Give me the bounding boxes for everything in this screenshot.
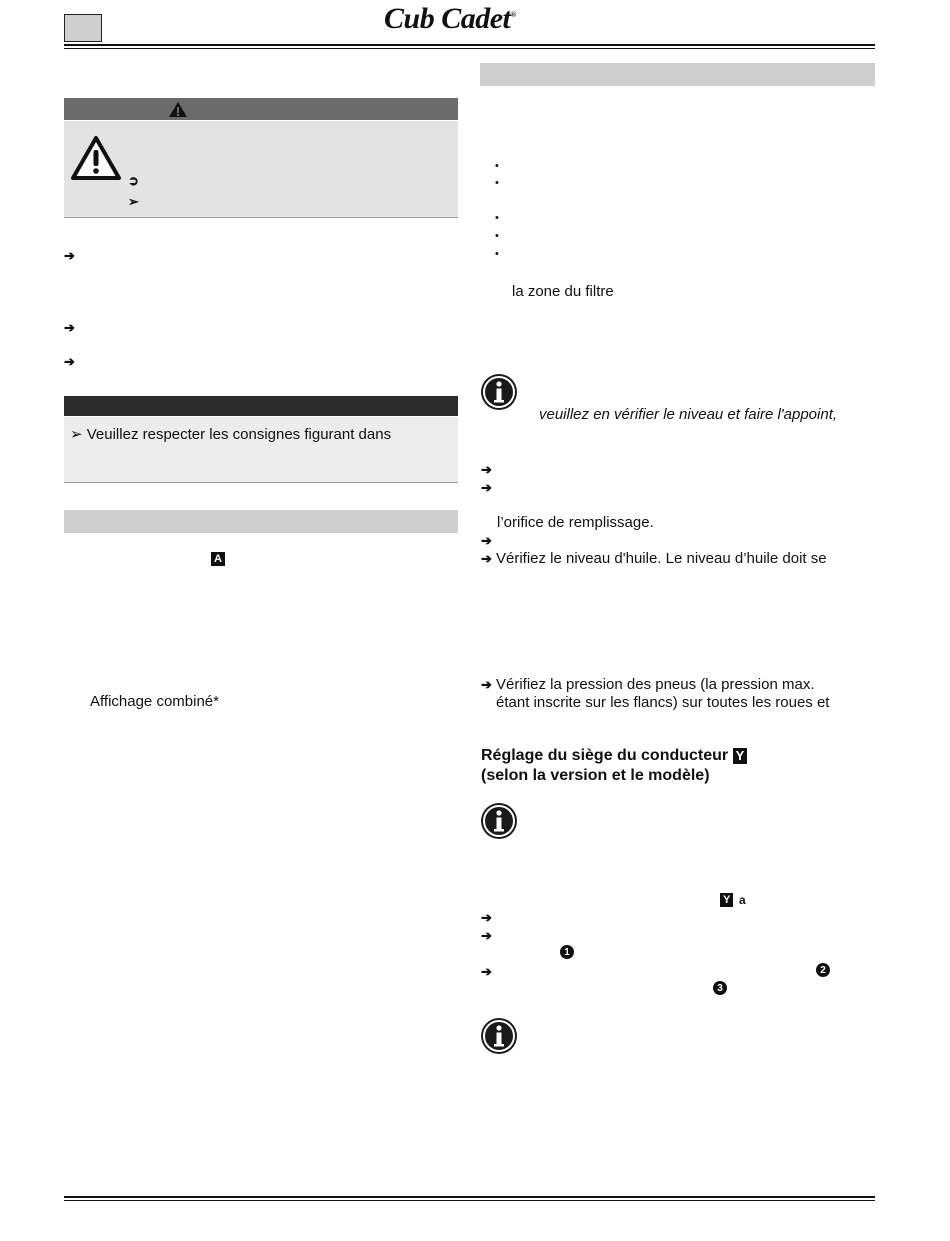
- step-number-2: 2: [816, 963, 830, 977]
- step-number-3: 3: [713, 981, 727, 995]
- arrow-bullet: ➔: [481, 480, 492, 495]
- arrow-bullet: ➔: [481, 910, 492, 925]
- warning-small-icon: [168, 101, 188, 118]
- pointer-symbol: ➢: [128, 194, 139, 209]
- note-header-bar: [64, 396, 458, 416]
- tire-pressure-text: Vérifiez la pression des pneus (la pression max.: [496, 676, 815, 693]
- arrow-bullet: ➔: [481, 551, 492, 566]
- list-bullet: •: [495, 230, 499, 242]
- page-number-box: [64, 14, 102, 42]
- filter-zone-text: la zone du filtre: [512, 283, 614, 300]
- info-icon: [481, 1018, 517, 1054]
- arrow-bullet: ➔: [481, 928, 492, 943]
- warning-header-bar: [64, 98, 458, 120]
- seat-heading: Réglage du siège du conducteur Y: [481, 746, 747, 766]
- figure-badge-a: A: [211, 552, 225, 566]
- arrow-bullet: ➔: [481, 462, 492, 477]
- list-bullet: •: [495, 160, 499, 172]
- oil-check-text: Vérifiez le niveau d'huile. Le niveau d’huile doit se: [496, 550, 827, 567]
- section-bar-right: [480, 63, 875, 86]
- note-panel: [64, 417, 458, 483]
- list-bullet: •: [495, 248, 499, 260]
- brand-logo: Cub Cadet®: [384, 2, 516, 35]
- arrow-bullet: ➔: [481, 964, 492, 979]
- header-rule: [64, 44, 875, 46]
- arrow-bullet: ➔: [64, 248, 75, 263]
- arrow-bullet: ➔: [64, 320, 75, 335]
- footer-rule: [64, 1196, 875, 1198]
- seat-heading-sub: (selon la version et le modèle): [481, 767, 710, 784]
- footer-rule-thin: [64, 1200, 875, 1201]
- info-icon: [481, 374, 517, 410]
- warning-triangle-icon: [70, 135, 122, 181]
- note-text: ➢ Veuillez respecter les consignes figurant dans: [70, 426, 392, 443]
- combined-display-label: Affichage combiné*: [90, 693, 219, 710]
- figure-ref-letter: a: [739, 893, 746, 907]
- arrow-bullet: ➔: [64, 354, 75, 369]
- step-number-1: 1: [560, 945, 574, 959]
- circle-arrow-symbol: ➲: [128, 173, 139, 188]
- figure-badge-y: Y: [733, 748, 748, 764]
- section-bar-left: [64, 510, 458, 533]
- list-bullet: •: [495, 212, 499, 224]
- tire-pressure-text-2: étant inscrite sur les flancs) sur toutes les roues et: [496, 694, 830, 711]
- list-bullet: •: [495, 177, 499, 189]
- header-rule-thin: [64, 48, 875, 49]
- warning-panel: [64, 121, 458, 218]
- info-icon: [481, 803, 517, 839]
- arrow-bullet: ➔: [481, 533, 492, 548]
- fill-hole-text: l’orifice de remplissage.: [497, 514, 654, 531]
- figure-badge-y-ref: Y: [720, 893, 733, 907]
- info-italic-text: veuillez en vérifier le niveau et faire l'appoint,: [539, 406, 838, 423]
- arrow-bullet: ➔: [481, 677, 492, 692]
